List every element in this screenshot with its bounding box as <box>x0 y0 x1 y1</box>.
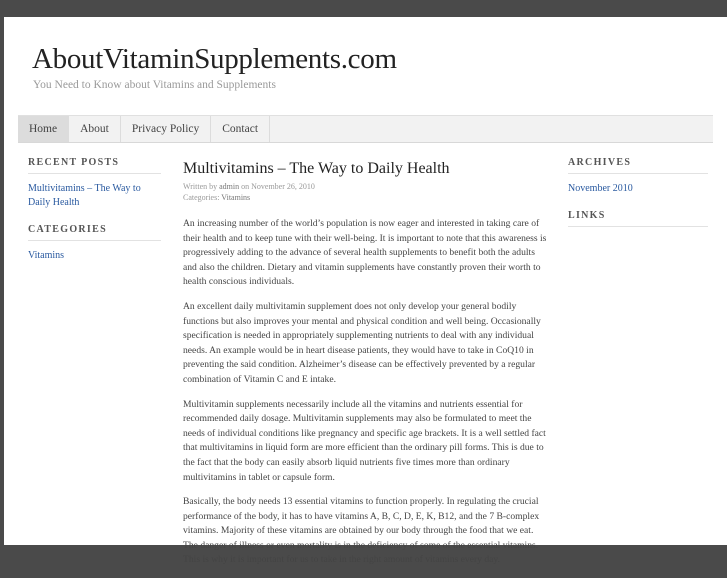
post-date: on November 26, 2010 <box>239 182 315 191</box>
nav-item-about[interactable]: About <box>69 116 121 142</box>
post-written-prefix: Written by <box>183 182 220 191</box>
recent-posts-title: RECENT POSTS <box>28 157 161 174</box>
post-meta <box>183 181 547 203</box>
post-author-link[interactable]: admin <box>219 182 240 191</box>
categories-title: CATEGORIES <box>28 224 161 241</box>
archives-widget <box>568 157 708 196</box>
post-paragraph: Basically, the body needs 13 essential vitamins to function properly. In regulating the crucial performance of the body, it has to have vitamins A, B, C, D, E, K, B12, and the 7 B-complex vitamins. Majority of these vitamins are obtained by our body through the food that we eat. The danger of illness or even mortality is in the deficiency of some of the essential vitamins. This is why it is important for us to take in the right amount of vitamins every day. <box>183 496 540 566</box>
recent-post-link[interactable]: Multivitamins – The Way to Daily Health <box>28 183 141 208</box>
main-content <box>183 160 547 578</box>
post-categories-prefix: Categories: <box>183 193 222 202</box>
left-sidebar <box>28 157 161 277</box>
recent-posts-widget <box>28 157 161 210</box>
right-sidebar <box>568 157 708 241</box>
site-tagline: You Need to Know about Vitamins and Supplements <box>33 79 276 91</box>
categories-widget <box>28 224 161 263</box>
main-navigation <box>18 115 713 143</box>
post-body <box>183 217 547 568</box>
nav-item-privacy-policy[interactable]: Privacy Policy <box>121 116 211 142</box>
post-paragraph: An excellent daily multivitamin supplement does not only develop your general bodily functions but also improves your mental and physical condition and well being. Occasionally specification is needed in appropriately supplementing nutrients to deal with any individual needs. An example would be in heart disease patients, they would have to take in CoQ10 in preventing the said condition. Alzheimer’s disease can be effectively prevented by a regular combination of Vitamin C and E intake. <box>183 300 541 385</box>
post-paragraph: Multivitamin supplements necessarily include all the vitamins and nutrients essential for recommended daily dosage. Multivitamin supplements may also be formulated to meet the needs of individual conditions like pregnancy and specific age brackets. It is a well settled fact that multivitamins in liquid form are more efficient than the ordinary pill forms. This is due to the fact that the body can easily absorb liquid nutrients five times more than ordinary multivitamins in tablet or capsule form. <box>183 398 546 483</box>
nav-item-contact[interactable]: Contact <box>211 116 270 142</box>
post-byline <box>183 181 547 192</box>
post-category-link[interactable]: Vitamins <box>221 193 251 202</box>
nav-item-home[interactable]: Home <box>18 116 69 142</box>
archives-title: ARCHIVES <box>568 157 708 174</box>
category-link-vitamins[interactable]: Vitamins <box>28 250 65 261</box>
site-title[interactable]: AboutVitaminSupplements.com <box>32 43 397 75</box>
links-widget <box>568 210 708 227</box>
links-title: LINKS <box>568 210 708 227</box>
post-title[interactable]: Multivitamins – The Way to Daily Health <box>183 160 450 177</box>
post-paragraph: An increasing number of the world’s population is now eager and interested in taking care of their health and to keep tune with their well-being. It is important to note that this awareness is progressively adding to the advance of several health supplements to benefit both the adults and also the children. Dietary and vitamin supplements have constantly proven their worth to health conscious individuals. <box>183 218 547 288</box>
post-categories <box>183 192 547 203</box>
page <box>4 17 727 566</box>
archive-link-november-2010[interactable]: November 2010 <box>568 183 633 194</box>
